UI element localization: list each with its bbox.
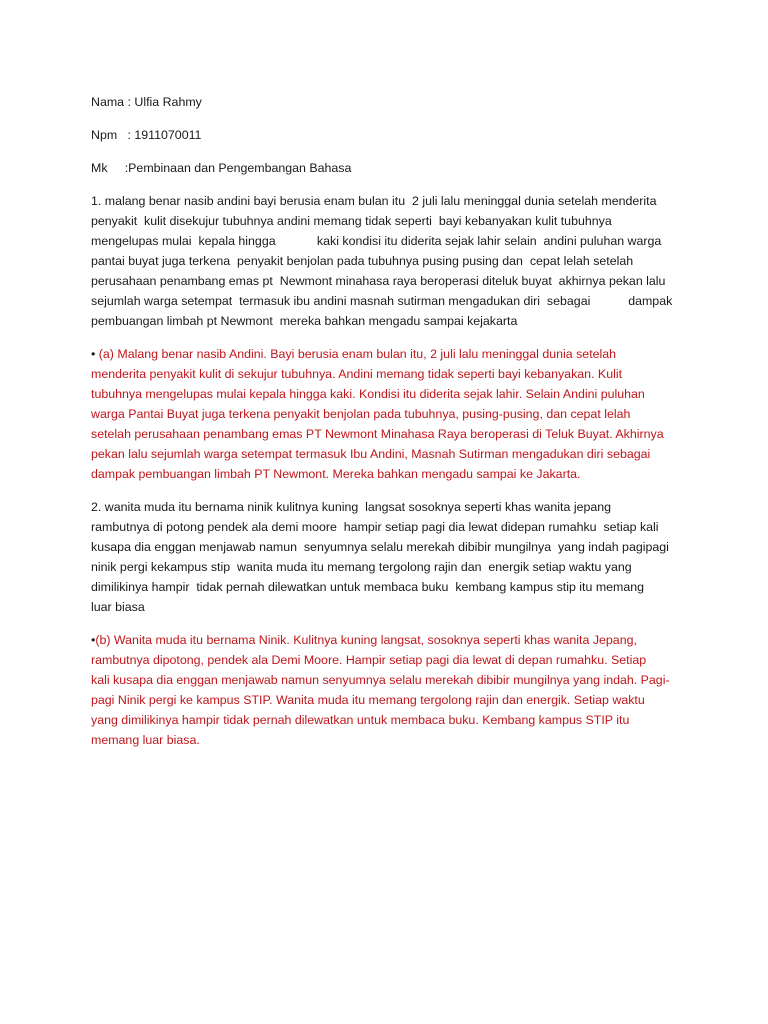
paragraph-line: dimilikinya hampir tidak pernah dilewatkan untuk membaca buku kembang kampus stip itu memang xyxy=(91,580,645,594)
paragraph-line: kusapa dia enggan menjawab namun senyumnya selalu merekah dibibir mungilnya yang indah pagipagi xyxy=(91,540,669,554)
correction-first-line xyxy=(91,630,637,650)
paragraph-line: 2. wanita muda itu bernama ninik kulitnya kuning langsat sosoknya seperti khas wanita jepang xyxy=(91,500,612,514)
paragraph-line: mengelupas mulai kepala hingga kaki kondisi itu diderita sejak lahir selain andini puluhan warga xyxy=(91,234,662,248)
correction-line: warga Pantai Buyat juga terkena penyakit benjolan pada tubuhnya, pusing-pusing, dan cepat lelah xyxy=(91,407,631,421)
paragraph-line: perusahaan penambang emas pt Newmont minahasa raya beroperasi diteluk buyat akhirnya pekan lalu xyxy=(91,274,666,288)
correction-line: rambutnya dipotong, pendek ala Demi Moore. Hampir setiap pagi dia lewat di depan rumahku. Setiap xyxy=(91,653,647,667)
correction-line: setelah perusahaan penambang emas PT Newmont Minahasa Raya beroperasi di Teluk Buyat. Akhirnya xyxy=(91,427,664,441)
paragraph-line: rambutnya di potong pendek ala demi moore hampir setiap pagi dia lewat didepan rumahku setiap kali xyxy=(91,520,659,534)
bullet-icon: • xyxy=(91,347,99,361)
paragraph-line: pembuangan limbah pt Newmont mereka bahkan mengadu sampai kejakarta xyxy=(91,314,518,328)
correction-line: pekan lalu sejumlah warga setempat termasuk Ibu Andini, Masnah Sutirman mengadukan diri sebagai xyxy=(91,447,651,461)
correction-first-line xyxy=(91,344,616,364)
paragraph-line: penyakit kulit disekujur tubuhnya andini memang tidak seperti bayi kebanyakan kulit tubuhnya xyxy=(91,214,612,228)
correction-line: pagi Ninik pergi ke kampus STIP. Wanita muda itu memang tergolong rajin dan energik. Setiap waktu xyxy=(91,693,645,707)
bullet-icon: • xyxy=(91,633,96,647)
correction-line: kali kusapa dia enggan menjawab namun senyumnya selalu merekah dibibir mungilnya yang indah. Pagi- xyxy=(91,673,670,687)
correction-line: (a) Malang benar nasib Andini. Bayi berusia enam bulan itu, 2 juli lalu meninggal dunia setelah xyxy=(98,347,617,361)
paragraph-line: pantai buyat juga terkena penyakit benjolan pada tubuhnya pusing pusing dan cepat lelah setelah xyxy=(91,254,634,268)
paragraph-line: 1. malang benar nasib andini bayi berusia enam bulan itu 2 juli lalu meninggal dunia setelah menderita xyxy=(91,194,657,208)
paragraph-line: ninik pergi kekampus stip wanita muda itu memang tergolong rajin dan energik setiap waktu yang xyxy=(91,560,632,574)
correction-line: menderita penyakit kulit di sekujur tubuhnya. Andini memang tidak seperti bayi kebanyakan. Kulit xyxy=(91,367,623,381)
correction-line: tubuhnya mengelupas mulai kepala hingga kaki. Kondisi itu diderita sejak lahir. Selain Andini puluhan xyxy=(91,387,645,401)
correction-line: memang luar biasa. xyxy=(91,733,200,747)
paragraph-line: sejumlah warga setempat termasuk ibu andini masnah sutirman mengadukan diri sebagai dampak xyxy=(91,294,673,308)
paragraph-line: luar biasa xyxy=(91,600,145,614)
correction-line: dampak pembuangan limbah PT Newmont. Mereka bahkan mengadu sampai ke Jakarta. xyxy=(91,467,581,481)
student-npm: Npm : 1911070011 xyxy=(91,128,202,142)
course-name: Mk :Pembinaan dan Pengembangan Bahasa xyxy=(91,161,352,175)
correction-line: (b) Wanita muda itu bernama Ninik. Kulitnya kuning langsat, sosoknya seperti khas wanita Jepang, xyxy=(95,633,637,647)
student-name: Nama : Ulfia Rahmy xyxy=(91,95,202,109)
correction-line: yang dimilikinya hampir tidak pernah dilewatkan untuk membaca buku. Kembang kampus STIP itu xyxy=(91,713,630,727)
